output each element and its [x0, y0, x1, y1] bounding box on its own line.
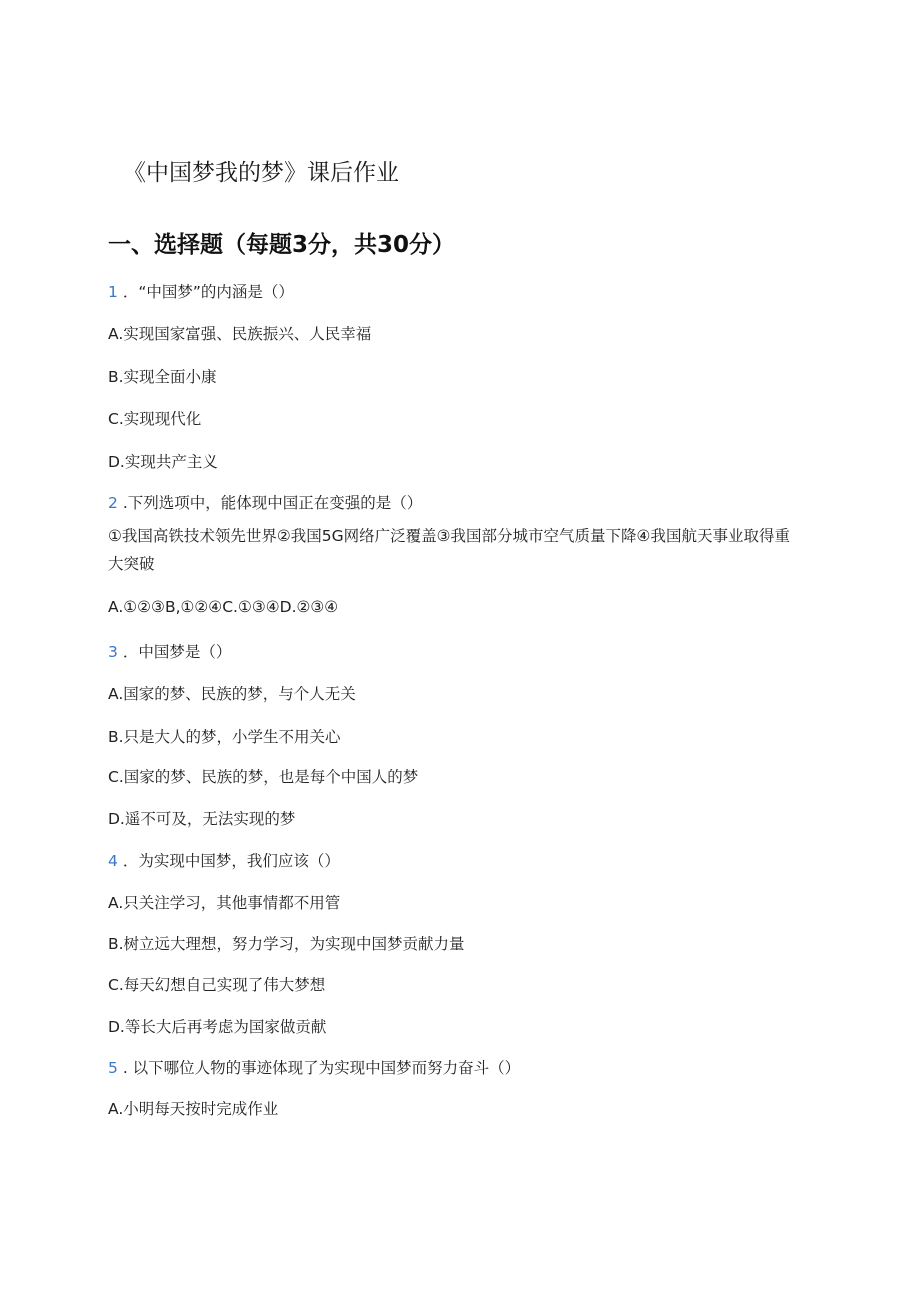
option-1a: A.实现国家富强、民族振兴、人民幸福 [108, 325, 372, 343]
question-3 [108, 642, 231, 662]
question-text: ．中国梦是（） [122, 643, 232, 661]
option-4b: B.树立远大理想，努力学习，为实现中国梦贡献力量 [108, 935, 465, 953]
option-1b: B.实现全面小康 [108, 368, 217, 386]
option-4d: D.等长大后再考虑为国家做贡献 [108, 1018, 327, 1036]
option-1d: D.实现共产主义 [108, 453, 218, 471]
option-5a: A.小明每天按时完成作业 [108, 1100, 279, 1118]
question-2 [108, 493, 422, 513]
option-1c: C.实现现代化 [108, 410, 202, 428]
question-2-statements: ①我国高铁技术领先世界②我国5G网络广泛覆盖③我国部分城市空气质量下降④我国航天事业取得重大突破 [108, 527, 790, 573]
question-number: 4 [108, 852, 118, 870]
question-text: ．“中国梦”的内涵是（） [122, 283, 294, 301]
question-number: 1 [108, 283, 118, 301]
question-4 [108, 851, 340, 871]
question-number: 3 [108, 643, 118, 661]
option-3c: C.国家的梦、民族的梦，也是每个中国人的梦 [108, 768, 419, 786]
option-4a: A.只关注学习，其他事情都不用管 [108, 894, 341, 912]
option-3a: A.国家的梦、民族的梦，与个人无关 [108, 685, 356, 703]
question-2-options: A.①②③B,①②④C.①③④D.②③④ [108, 598, 339, 616]
document-title: 《中国梦我的梦》课后作业 [123, 160, 399, 186]
section-heading: 一、选择题（每题3分，共30分） [108, 232, 456, 258]
option-3b: B.只是大人的梦，小学生不用关心 [108, 728, 341, 746]
question-number: 5 [108, 1059, 118, 1077]
option-3d: D.遥不可及，无法实现的梦 [108, 810, 296, 828]
question-1 [108, 282, 294, 302]
question-text: ．为实现中国梦，我们应该（） [122, 852, 340, 870]
question-text: .下列选项中，能体现中国正在变强的是（） [122, 494, 423, 512]
question-5 [108, 1058, 520, 1078]
question-text: . 以下哪位人物的事迹体现了为实现中国梦而努力奋斗（） [122, 1059, 521, 1077]
question-number: 2 [108, 494, 118, 512]
option-4c: C.每天幻想自己实现了伟大梦想 [108, 976, 326, 994]
